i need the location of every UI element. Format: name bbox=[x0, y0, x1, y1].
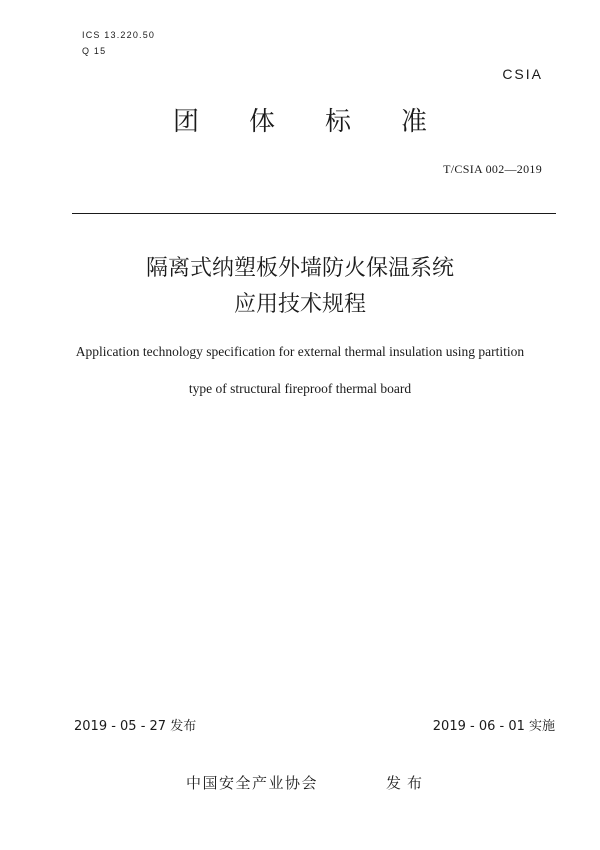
implementation-date: 2019 - 06 - 01 实施 bbox=[432, 719, 555, 734]
issue-date: 2019 - 05 - 27 发布 bbox=[74, 719, 197, 734]
standard-number: T/CSIA 002—2019 bbox=[443, 162, 542, 176]
english-title-line-1: Application technology specification for external thermal insulation using partition bbox=[75, 344, 525, 359]
organization-code: CSIA bbox=[502, 66, 543, 82]
publish-label: 发布 bbox=[386, 774, 429, 792]
english-title-line-2: type of structural fireproof thermal board bbox=[188, 381, 412, 396]
publisher-name: 中国安全产业协会 bbox=[186, 774, 319, 792]
header-divider bbox=[72, 213, 556, 214]
chinese-title-line-1: 隔离式纳塑板外墙防火保温系统 bbox=[145, 256, 454, 281]
standard-type-heading: 团体标准 bbox=[172, 107, 477, 137]
ics-code: ICS 13.220.50 bbox=[82, 30, 156, 40]
ccs-code: Q 15 bbox=[82, 46, 107, 56]
chinese-title-line-2: 应用技术规程 bbox=[233, 292, 366, 317]
